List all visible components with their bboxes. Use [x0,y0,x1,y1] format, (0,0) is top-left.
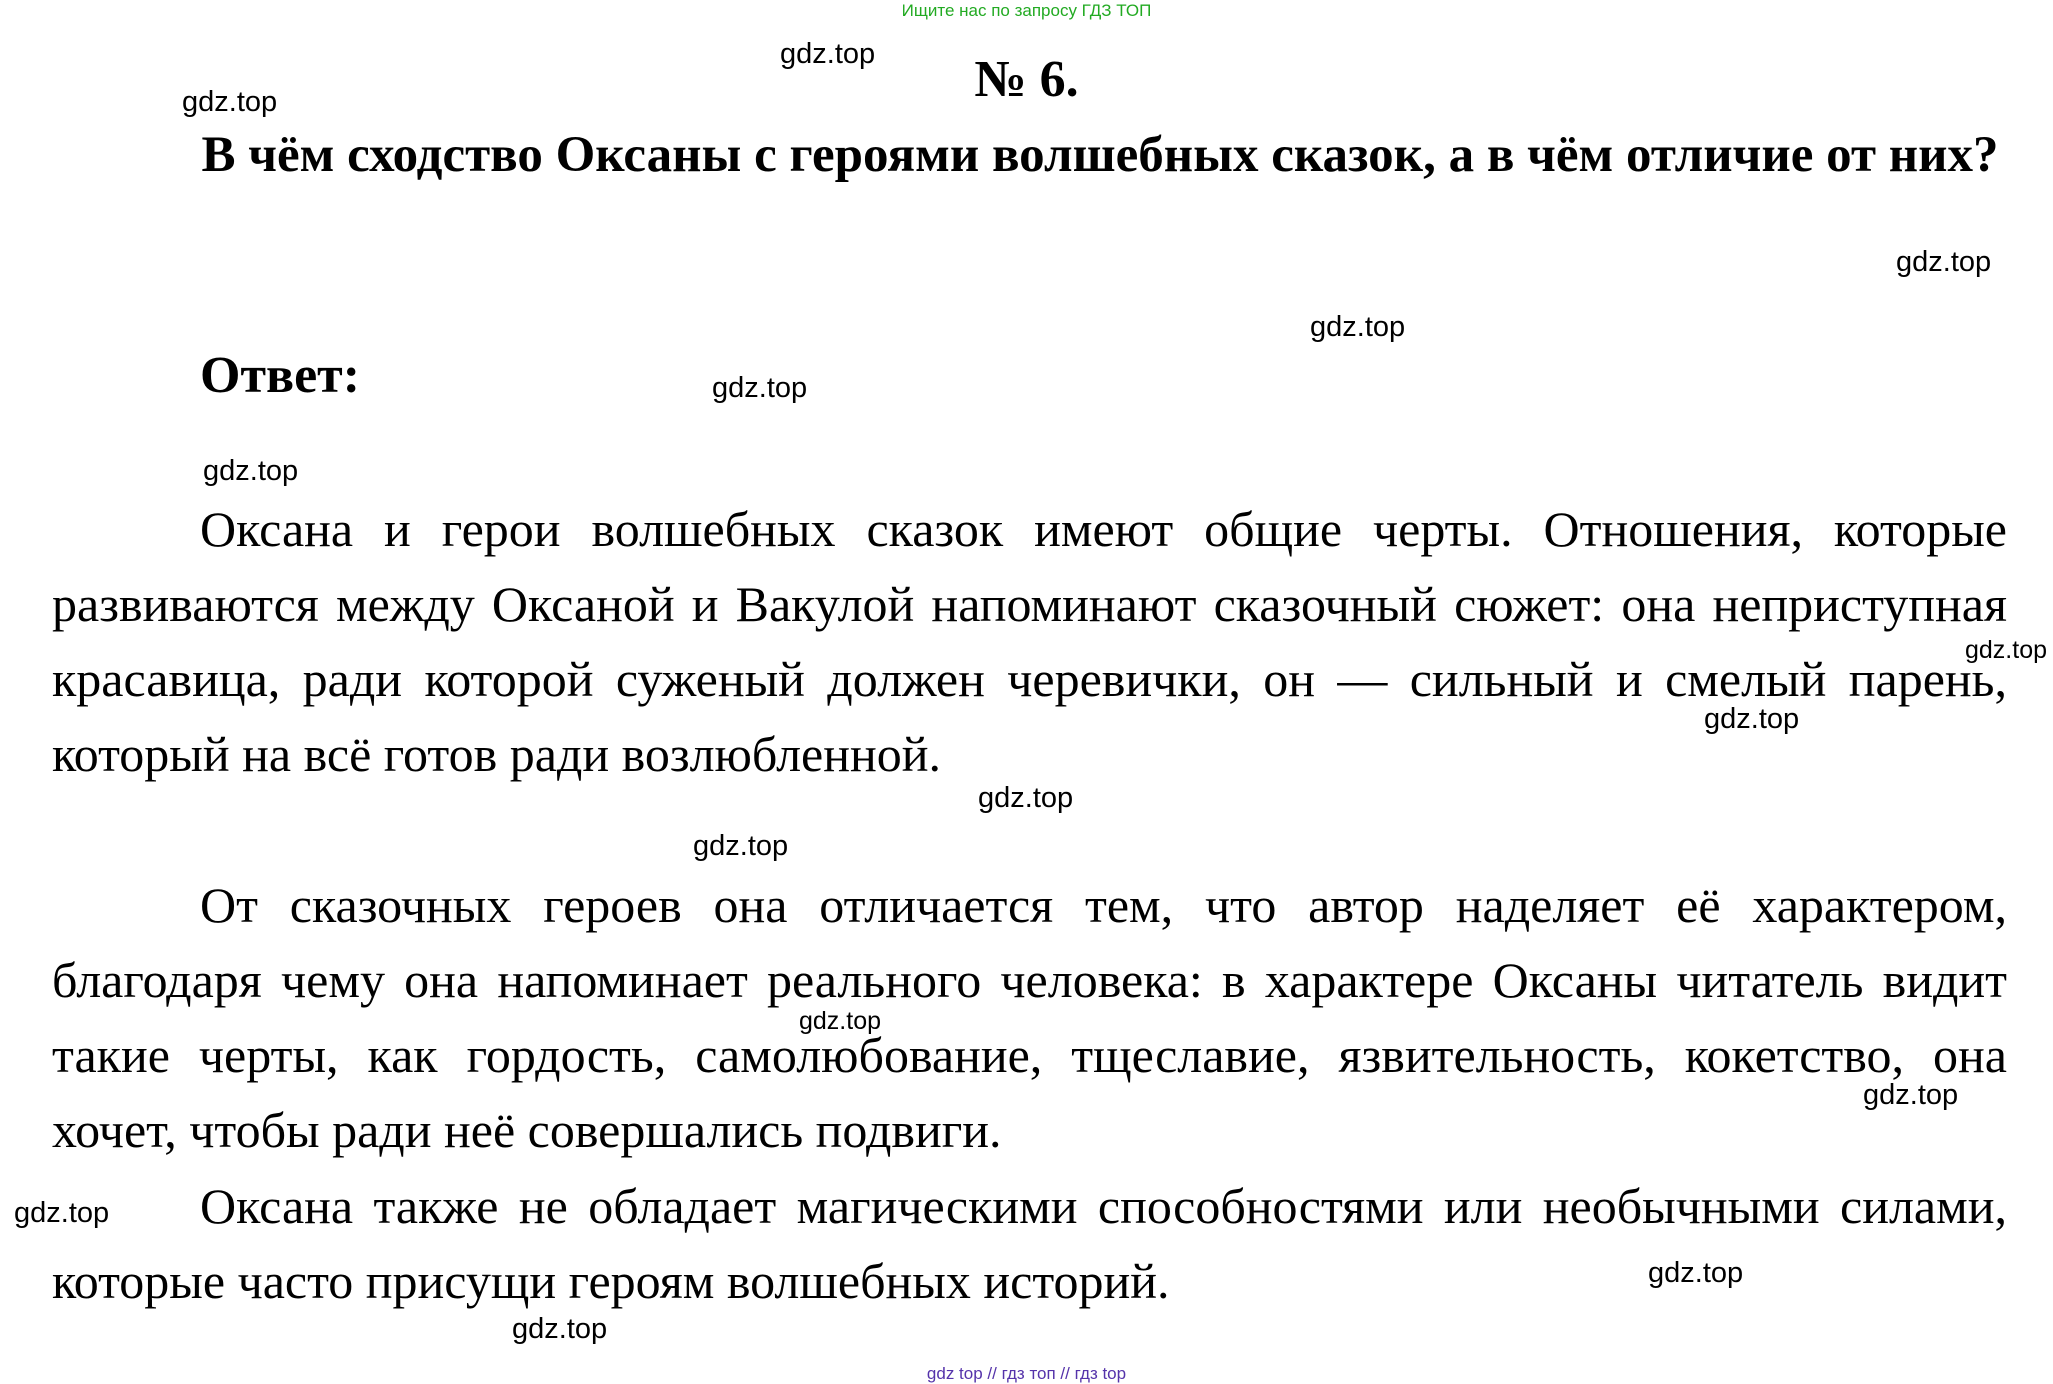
watermark: gdz.top [1863,1079,1959,1111]
watermark: gdz.top [1310,311,1406,343]
answer-paragraph: Оксана также не обладает магическими способностями или необычными силами, которые часто присущи героям волшебных историй. [52,1178,2007,1309]
watermark: gdz.top [978,782,1074,814]
task-number: № 6. [974,51,1079,108]
answer-paragraph: От сказочных героев она отличается тем, что автор наделяет её характером, благодаря чему она напоминает реального человека: в характере Оксаны читатель видит такие черты, как гордость, самолюбование, тщеславие, язвительность, кокетство, она хочет, чтобы ради неё совершались подвиги. [52,877,2007,1158]
watermark: gdz.top [712,372,808,404]
watermark: gdz.top [203,455,299,487]
task-question: В чём сходство Оксаны с героями волшебных сказок, а в чём отличие от них? [201,127,1999,183]
watermark: gdz.top [182,86,278,118]
watermark: gdz.top [693,830,789,862]
watermark: gdz.top [799,1007,882,1035]
watermark: gdz.top [1965,636,2048,664]
watermark: gdz.top [1896,246,1992,278]
answer-label: Ответ: [200,347,361,404]
footer-links: gdz top // гдз топ // гдз top [926,1364,1127,1383]
watermark: gdz.top [14,1197,110,1229]
top-banner: Ищите нас по запросу ГДЗ ТОП [901,1,1152,20]
watermark: gdz.top [1648,1257,1744,1289]
watermark: gdz.top [512,1313,608,1345]
watermark: gdz.top [780,38,876,70]
answer-paragraph: Оксана и герои волшебных сказок имеют общие черты. Отношения, которые развиваются между Оксаной и Вакулой напоминают сказочный сюжет: она неприступная красавица, ради которой суженый должен черевички, он — сильный и смелый парень, который на всё готов ради возлюбленной. [52,501,2007,782]
watermark: gdz.top [1704,703,1800,735]
